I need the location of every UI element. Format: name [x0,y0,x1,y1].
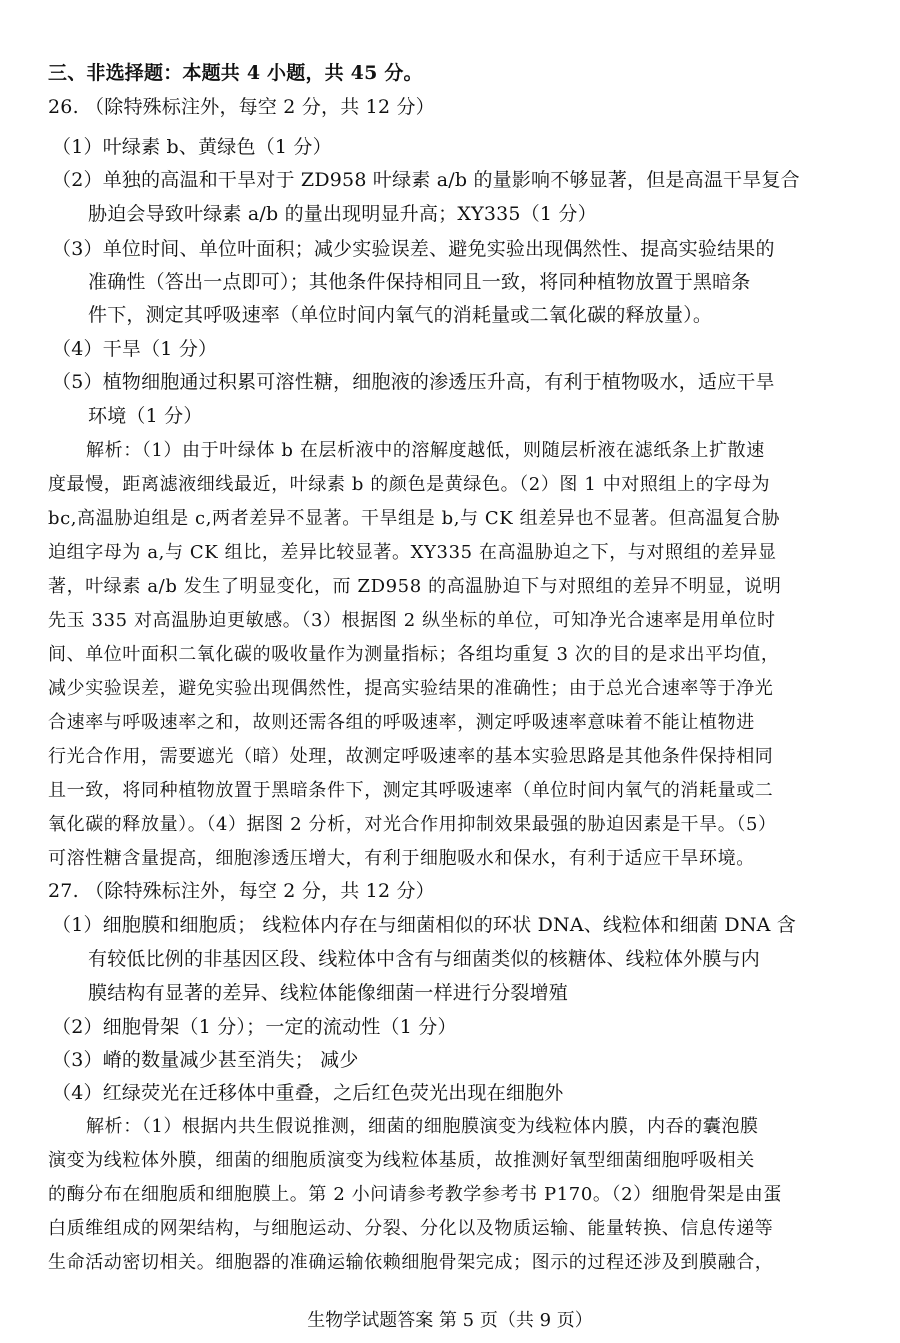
q27-analysis-line: 的酶分布在细胞质和细胞膜上。第 2 小问请参考教学参考书 P170。（2）细胞骨架是由蛋 [48,1184,782,1205]
q27-answer-2: （2）细胞骨架（1 分）；一定的流动性（1 分） [52,1016,457,1038]
q26-analysis-line: 著，叶绿素 a/b 发生了明显变化，而 ZD958 的高温胁迫下与对照组的差异不明显，说明 [48,576,782,597]
q26-analysis-line: 先玉 335 对高温胁迫更敏感。（3）根据图 2 纵坐标的单位，可知净光合速率是用单位时 [48,610,776,631]
q26-analysis-line: 间、单位叶面积二氧化碳的吸收量作为测量指标；各组均重复 3 次的目的是求出平均值， [48,644,780,665]
q26-answer-1: （1）叶绿素 b、黄绿色（1 分） [52,136,332,158]
section-heading: 三、非选择题：本题共 4 小题，共 45 分。 [48,62,423,84]
q27-analysis-line: 白质维组成的网架结构，与细胞运动、分裂、分化以及物质运输、能量转换、信息传递等 [48,1218,774,1239]
q26-analysis-line: 且一致，将同种植物放置于黑暗条件下，测定其呼吸速率（单位时间内氧气的消耗量或二 [48,780,774,801]
page-footer: 生物学试题答案 第 5 页（共 9 页） [307,1310,593,1331]
q27-answer-3: （3）嵴的数量减少甚至消失； 减少 [52,1049,359,1071]
q26-analysis-line: 解析：（1）由于叶绿体 b 在层析液中的溶解度越低，则随层析液在滤纸条上扩散速 [86,440,765,461]
q27-answer-1-line-1: （1）细胞膜和细胞质； 线粒体内存在与细菌相似的环状 DNA、线粒体和细菌 DNA 含 [52,914,797,936]
q26-analysis-line: 可溶性糖含量提高，细胞渗透压增大，有利于细胞吸水和保水，有利于适应干旱环境。 [48,848,755,869]
q27-header: 27. （除特殊标注外，每空 2 分，共 12 分） [48,880,435,902]
q27-answer-1-line-3: 膜结构有显著的差异、线粒体能像细菌一样进行分裂增殖 [88,982,569,1004]
q26-answer-4: （4）干旱（1 分） [52,338,218,360]
q26-analysis-line: 氧化碳的释放量）。（4）据图 2 分析，对光合作用抑制效果最强的胁迫因素是干旱。（5） [48,814,777,835]
q26-answer-2-line-2: 胁迫会导致叶绿素 a/b 的量出现明显升高；XY335（1 分） [88,203,597,225]
q26-answer-3-line-1: （3）单位时间、单位叶面积；减少实验误差、避免实验出现偶然性、提高实验结果的 [52,238,775,260]
q26-analysis-line: bc,高温胁迫组是 c,两者差异不显著。干旱组是 b,与 CK 组差异也不显著。但高温复合胁 [48,508,781,529]
q26-answer-2-line-1: （2）单独的高温和干旱对于 ZD958 叶绿素 a/b 的量影响不够显著，但是高温干旱复合 [52,169,800,191]
q27-analysis-line: 生命活动密切相关。细胞器的准确运输依赖细胞骨架完成；图示的过程还涉及到膜融合， [48,1252,774,1273]
q26-analysis-line: 迫组字母为 a,与 CK 组比，差异比较显著。XY335 在高温胁迫之下，与对照组的差异显 [48,542,777,563]
q27-answer-4: （4）红绿荧光在迁移体中重叠，之后红色荧光出现在细胞外 [52,1082,564,1104]
q26-analysis-line: 行光合作用，需要遮光（暗）处理，故测定呼吸速率的基本实验思路是其他条件保持相同 [48,746,774,767]
q27-answer-1-line-2: 有较低比例的非基因区段、线粒体中含有与细菌类似的核糖体、线粒体外膜与内 [88,948,761,970]
q27-analysis-line: 解析：（1）根据内共生假说推测，细菌的细胞膜演变为线粒体内膜，内吞的囊泡膜 [86,1116,759,1137]
q27-analysis-line: 演变为线粒体外膜，细菌的细胞质演变为线粒体基质，故推测好氧型细菌细胞呼吸相关 [48,1150,755,1171]
q26-answer-5-line-1: （5）植物细胞通过积累可溶性糖，细胞液的渗透压升高，有利于植物吸水，适应干旱 [52,371,775,393]
q26-analysis-line: 减少实验误差，避免实验出现偶然性，提高实验结果的准确性；由于总光合速率等于净光 [48,678,774,699]
q26-header: 26. （除特殊标注外，每空 2 分，共 12 分） [48,96,435,118]
q26-answer-5-line-2: 环境（1 分） [88,405,203,427]
q26-answer-3-line-3: 件下，测定其呼吸速率（单位时间内氧气的消耗量或二氧化碳的释放量）。 [88,304,713,326]
q26-analysis-line: 度最慢，距离滤液细线最近，叶绿素 b 的颜色是黄绿色。（2）图 1 中对照组上的字母为 [48,474,771,495]
q26-answer-3-line-2: 准确性（答出一点即可）；其他条件保持相同且一致，将同种植物放置于黑暗条 [88,271,751,293]
q26-analysis-line: 合速率与呼吸速率之和，故则还需各组的呼吸速率，测定呼吸速率意味着不能让植物进 [48,712,755,733]
